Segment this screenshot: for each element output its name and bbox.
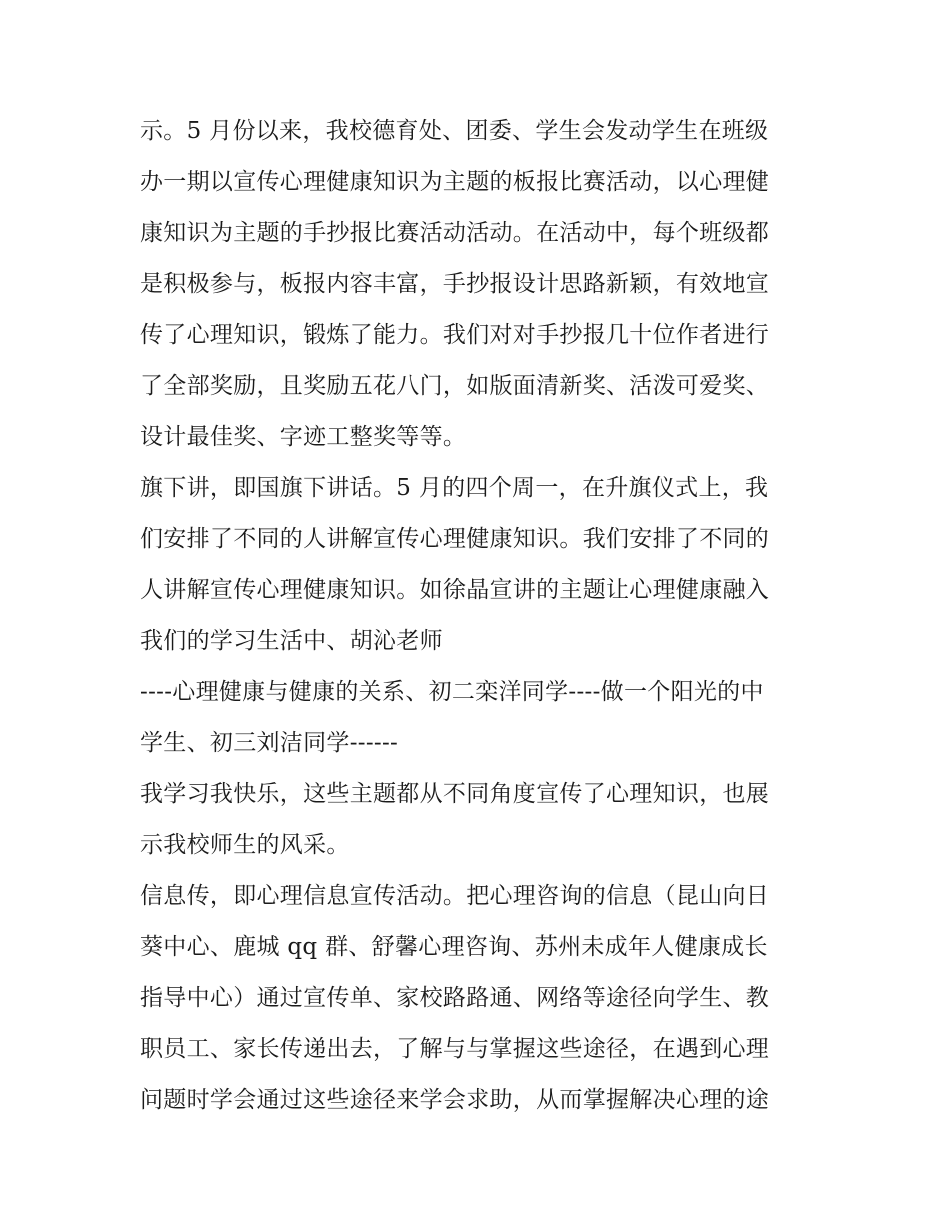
text-line: 们安排了不同的人讲解宣传心理健康知识。我们安排了不同的 — [140, 526, 770, 552]
text-line: 旗下讲，即国旗下讲话。5 月的四个周一，在升旗仪式上，我 — [140, 475, 769, 501]
text-line: 信息传，即心理信息宣传活动。把心理咨询的信息（昆山向日 — [140, 883, 770, 909]
text-line: 葵中心、鹿城 qq 群、舒馨心理咨询、苏州未成年人健康成长 — [140, 934, 768, 960]
text-line: 指导中心）通过宣传单、家校路路通、网络等途径向学生、教 — [140, 985, 770, 1011]
text-line: ----心理健康与健康的关系、初二栾洋同学----做一个阳光的中 — [140, 679, 764, 705]
text-line: 办一期以宣传心理健康知识为主题的板报比赛活动，以心理健 — [140, 169, 770, 195]
text-line: 职员工、家长传递出去，了解与与掌握这些途径，在遇到心理 — [140, 1036, 770, 1062]
text-line: 是积极参与，板报内容丰富，手抄报设计思路新颖，有效地宣 — [140, 271, 770, 297]
text-line: 问题时学会通过这些途径来学会求助，从而掌握解决心理的途 — [140, 1087, 770, 1113]
text-line: 康知识为主题的手抄报比赛活动活动。在活动中，每个班级都 — [140, 220, 770, 246]
text-line: 示我校师生的风采。 — [140, 832, 350, 858]
document-body — [140, 106, 820, 1126]
text-line: 设计最佳奖、字迹工整奖等等。 — [140, 424, 467, 450]
text-line: 学生、初三刘洁同学------ — [140, 730, 399, 756]
text-line: 我们的学习生活中、胡沁老师 — [140, 628, 443, 654]
text-line: 了全部奖励，且奖励五花八门，如版面清新奖、活泼可爱奖、 — [140, 373, 770, 399]
text-line: 我学习我快乐，这些主题都从不同角度宣传了心理知识，也展 — [140, 781, 770, 807]
text-line: 传了心理知识，锻炼了能力。我们对对手抄报几十位作者进行 — [140, 322, 770, 348]
text-line: 人讲解宣传心理健康知识。如徐晶宣讲的主题让心理健康融入 — [140, 577, 770, 603]
text-line: 示。5 月份以来，我校德育处、团委、学生会发动学生在班级 — [140, 118, 769, 144]
